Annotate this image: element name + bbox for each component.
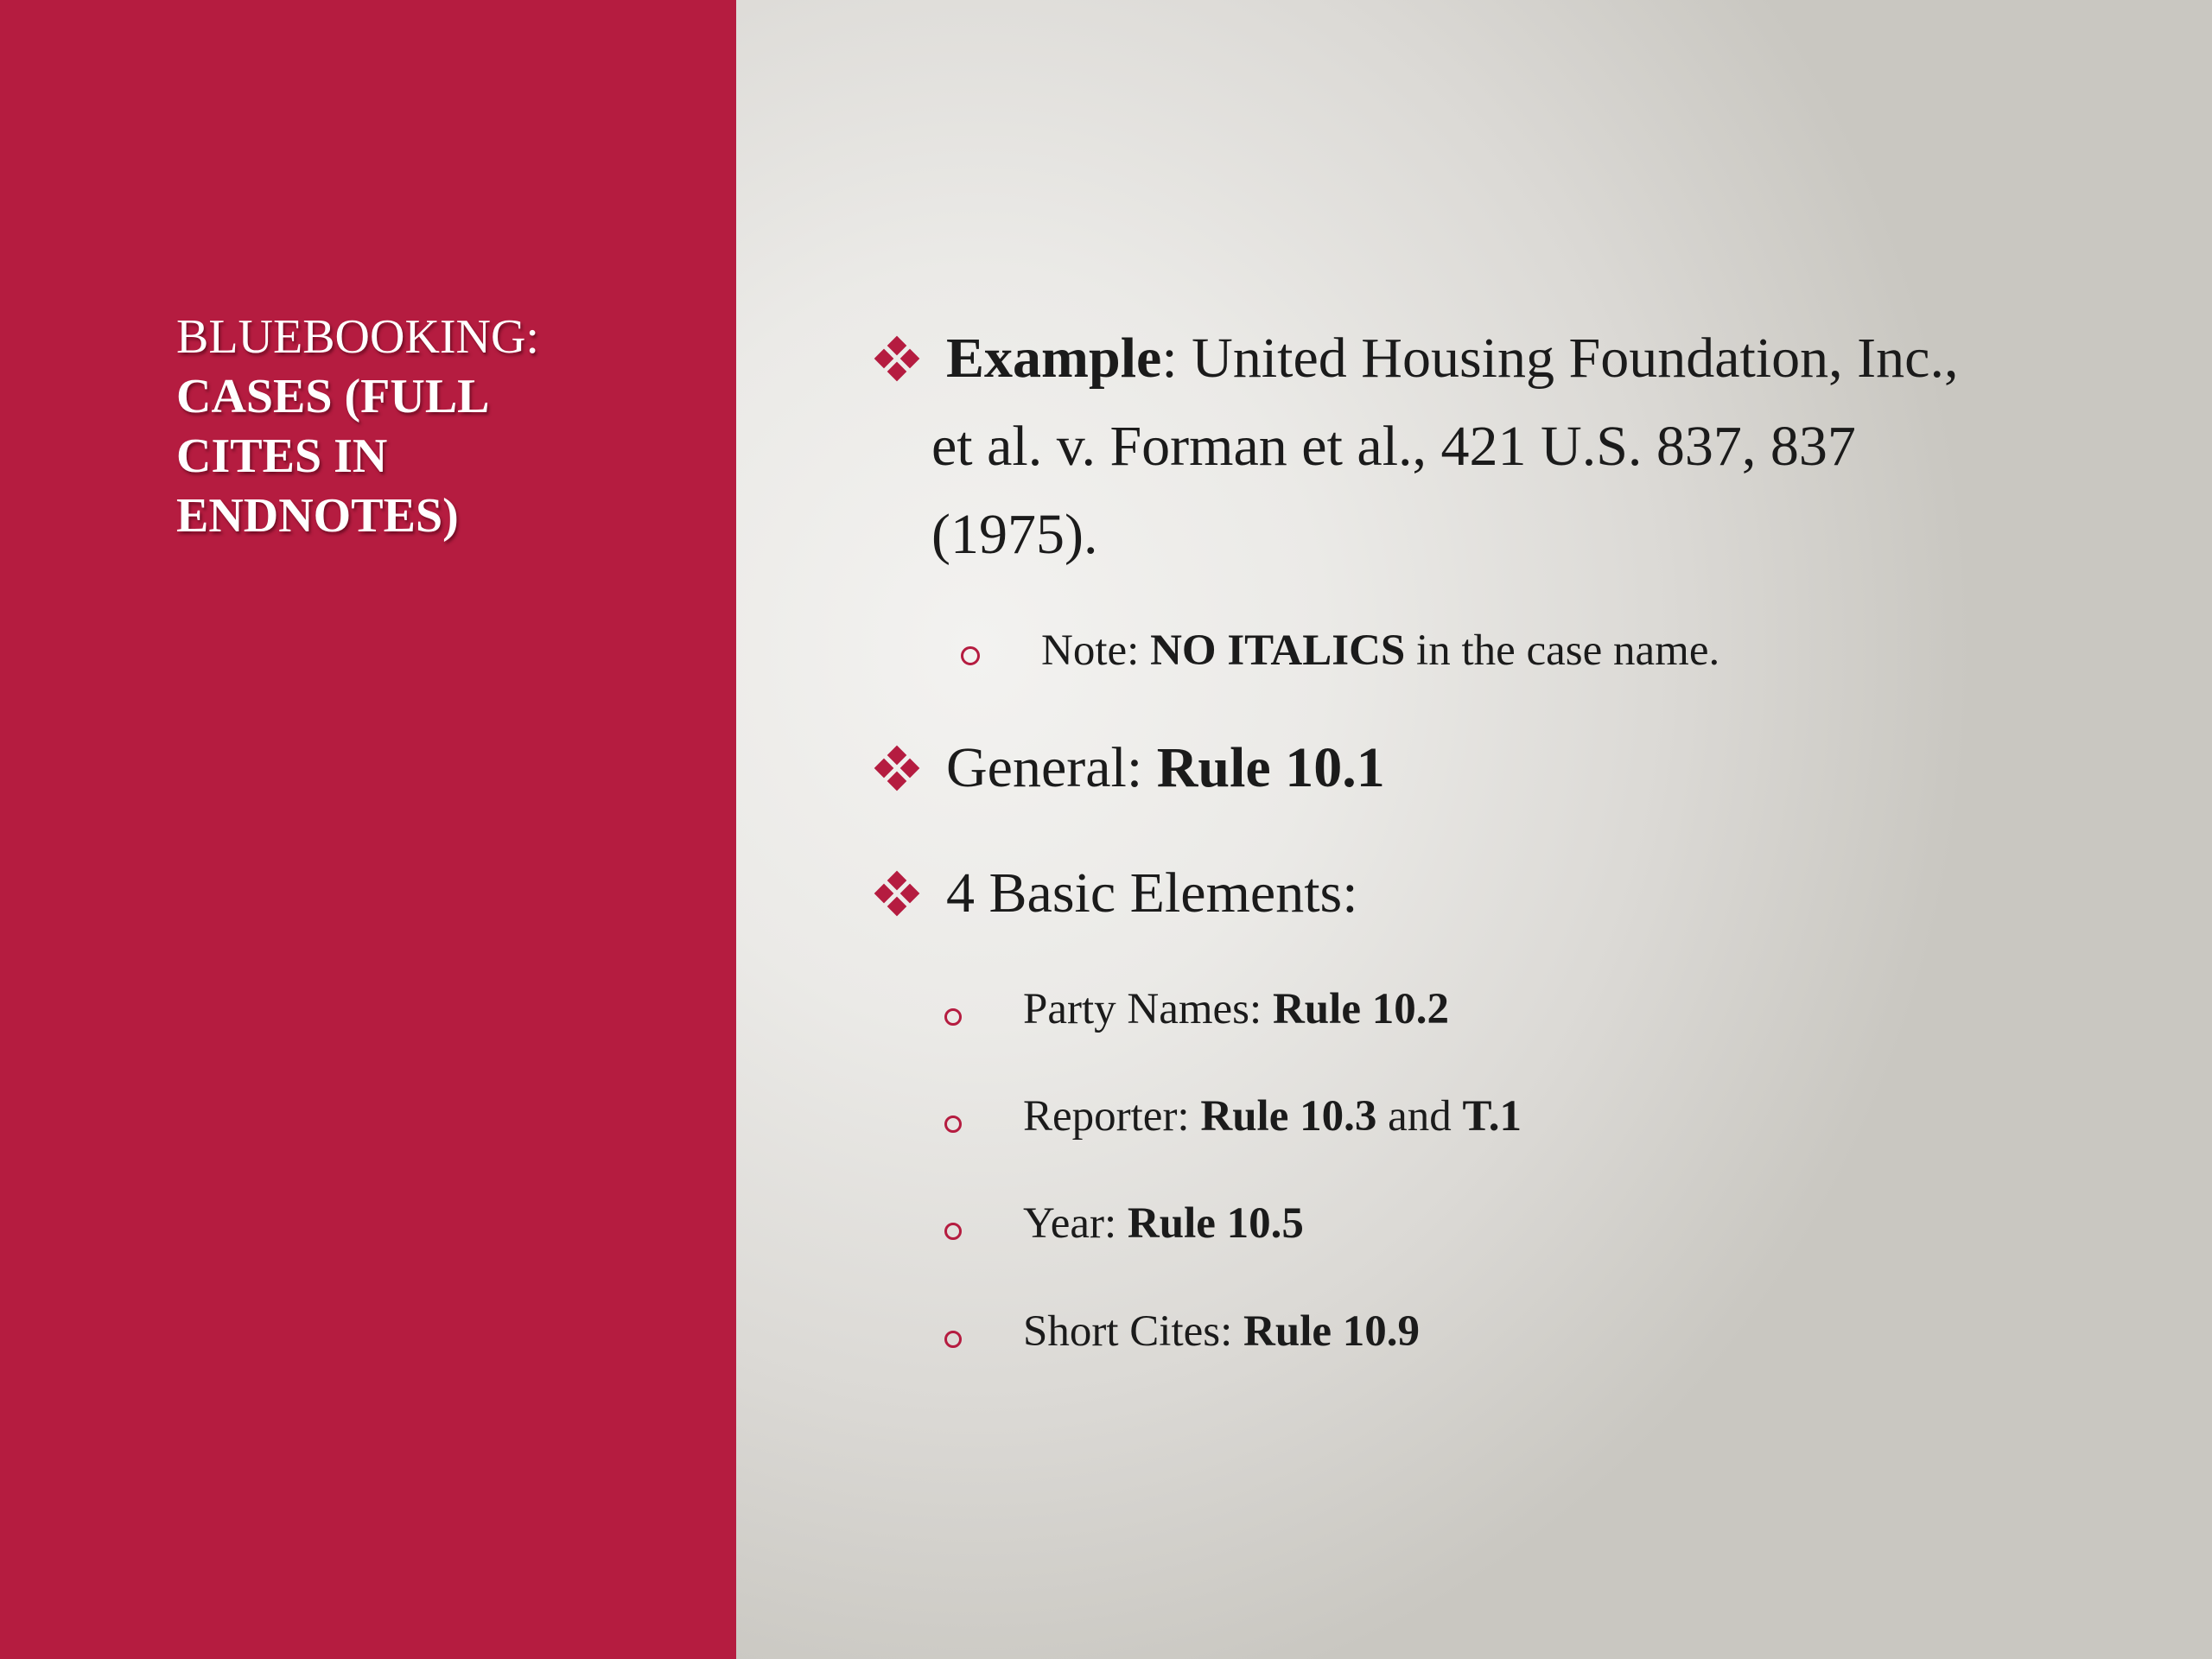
example-note: Note: NO ITALICS in the case name. [1041, 626, 1720, 675]
slide-title-bold: CASES (FULL CITES IN ENDNOTES) [176, 370, 490, 543]
slide-title-line1: BLUEBOOKING: [176, 310, 539, 364]
example-label: Example [946, 327, 1162, 390]
title-sidebar [0, 0, 736, 1659]
circle-bullet-icon [961, 646, 980, 665]
general-text: General: Rule 10.1 [946, 736, 1385, 799]
circle-bullet-icon [944, 1116, 962, 1133]
diamond-bullet-icon [875, 872, 918, 915]
basic-elements-heading: 4 Basic Elements: [946, 861, 1358, 925]
circle-bullet-icon [944, 1331, 962, 1348]
element-short-cites: Short Cites: Rule 10.9 [1023, 1307, 1421, 1356]
diamond-bullet-icon [875, 337, 918, 380]
element-year: Year: Rule 10.5 [1023, 1199, 1304, 1248]
example-citation: : United Housing Foundation, Inc., et al. v. Forman et al., 421 U.S. 837, 837 (1975). [931, 327, 1959, 566]
slide-content [864, 0, 2160, 1659]
circle-bullet-icon [944, 1008, 962, 1026]
element-party-names: Party Names: Rule 10.2 [1023, 985, 1449, 1033]
slide-title [176, 308, 712, 546]
element-reporter: Reporter: Rule 10.3 and T.1 [1023, 1092, 1522, 1141]
circle-bullet-icon [944, 1223, 962, 1240]
diamond-bullet-icon [875, 747, 918, 790]
example-text [931, 315, 1994, 579]
